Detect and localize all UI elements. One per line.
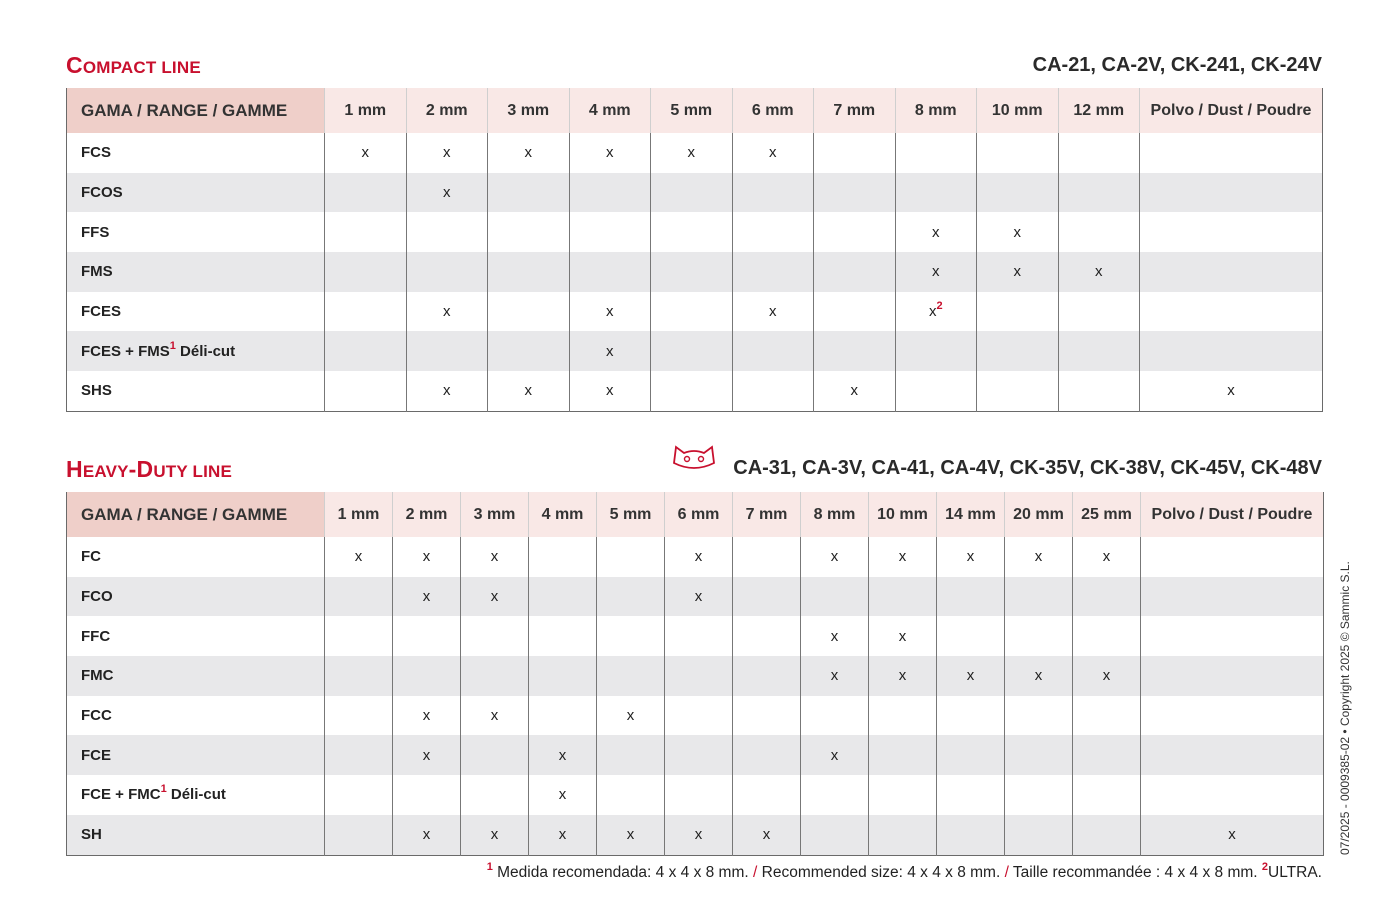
size-column-header: 10 mm [977, 88, 1059, 133]
availability-cell [1058, 133, 1140, 173]
availability-cell [651, 173, 733, 213]
availability-cell [597, 537, 665, 577]
range-name-suffix: Déli-cut [175, 342, 236, 360]
availability-cell [869, 775, 937, 815]
range-name [67, 775, 325, 815]
availability-cell: x [393, 815, 461, 855]
availability-cell [869, 696, 937, 736]
availability-cell [325, 212, 407, 252]
availability-cell [895, 331, 977, 371]
size-column-header: Polvo / Dust / Poudre [1140, 88, 1323, 133]
availability-cell [814, 252, 896, 292]
availability-cell: x [393, 537, 461, 577]
range-name [67, 696, 325, 736]
availability-cell [977, 371, 1059, 411]
availability-cell [569, 252, 651, 292]
availability-cell [732, 371, 814, 411]
availability-cell: x [393, 577, 461, 617]
availability-cell [869, 815, 937, 855]
availability-cell [406, 331, 488, 371]
availability-cell [733, 537, 801, 577]
range-name-suffix: Déli-cut [166, 786, 226, 804]
availability-cell [1140, 173, 1323, 213]
range-name [67, 577, 325, 617]
availability-cell [569, 173, 651, 213]
availability-cell: x [937, 656, 1005, 696]
footnote-spanish: Medida recomendada: 4 x 4 x 8 mm. [497, 864, 749, 881]
availability-cell: x [1073, 656, 1141, 696]
availability-cell [937, 616, 1005, 656]
availability-cell [488, 292, 570, 332]
availability-cell [325, 252, 407, 292]
availability-cell: x [325, 133, 407, 173]
range-name [67, 537, 325, 577]
availability-cell [1073, 696, 1141, 736]
availability-cell [597, 616, 665, 656]
availability-cell [1073, 775, 1141, 815]
availability-cell: x [869, 656, 937, 696]
availability-cell [1140, 212, 1323, 252]
availability-cell [325, 616, 393, 656]
availability-cell [1058, 371, 1140, 411]
size-column-header: 7 mm [814, 88, 896, 133]
availability-cell [732, 252, 814, 292]
footnote-english: Recommended size: 4 x 4 x 8 mm. [761, 864, 1001, 881]
availability-cell [937, 815, 1005, 855]
availability-cell [1140, 133, 1323, 173]
availability-cell [801, 775, 869, 815]
availability-cell [461, 775, 529, 815]
table-row [67, 815, 1324, 855]
range-name-text: FCES [81, 303, 122, 321]
availability-cell: x [529, 775, 597, 815]
footnote-french: Taille recommandée : 4 x 4 x 8 mm. [1012, 864, 1258, 881]
table-row [67, 371, 1323, 411]
availability-cell [325, 577, 393, 617]
availability-cell [801, 815, 869, 855]
table-row [67, 331, 1323, 371]
availability-cell: x [597, 696, 665, 736]
availability-cell [597, 735, 665, 775]
range-name-text: FCE + FMC [81, 786, 161, 804]
availability-cell: x [325, 537, 393, 577]
availability-cell [665, 775, 733, 815]
range-name-text: FCOS [81, 184, 123, 202]
availability-cell: x [895, 252, 977, 292]
availability-cell [1073, 577, 1141, 617]
table-row [67, 173, 1323, 213]
heavy-duty-range-table [66, 492, 1324, 856]
availability-cell: x [869, 537, 937, 577]
availability-cell [651, 252, 733, 292]
footnote-ref: 1 [160, 783, 167, 796]
size-column-header: 5 mm [597, 492, 665, 537]
size-column-header: 25 mm [1073, 492, 1141, 537]
availability-cell [461, 656, 529, 696]
availability-cell [325, 656, 393, 696]
availability-cell [488, 331, 570, 371]
availability-cell [895, 371, 977, 411]
availability-cell [406, 252, 488, 292]
availability-cell [488, 173, 570, 213]
availability-cell [325, 815, 393, 855]
availability-cell [1073, 735, 1141, 775]
size-column-header: Polvo / Dust / Poudre [1141, 492, 1324, 537]
availability-cell: x [569, 292, 651, 332]
table-row [67, 696, 1324, 736]
table-row [67, 656, 1324, 696]
availability-cell: x [1005, 656, 1073, 696]
availability-cell: x [529, 815, 597, 855]
availability-cell: x [733, 815, 801, 855]
availability-cell [665, 656, 733, 696]
footnote-marker-2: 2 [1261, 861, 1269, 873]
availability-cell [325, 371, 407, 411]
availability-cell [814, 292, 896, 332]
range-name-text: FCS [81, 144, 111, 162]
availability-cell [1058, 173, 1140, 213]
table-row [67, 775, 1324, 815]
availability-cell [977, 173, 1059, 213]
availability-cell: x [801, 616, 869, 656]
availability-cell: x [406, 173, 488, 213]
availability-cell [733, 577, 801, 617]
availability-cell [1058, 331, 1140, 371]
availability-cell: x [801, 537, 869, 577]
availability-cell: x [977, 252, 1059, 292]
footnote-ref: 1 [169, 339, 176, 352]
availability-cell [869, 735, 937, 775]
table-row [67, 735, 1324, 775]
availability-cell [733, 775, 801, 815]
availability-cell [937, 735, 1005, 775]
availability-cell [1005, 815, 1073, 855]
range-name [67, 371, 325, 411]
availability-cell [1073, 616, 1141, 656]
availability-cell [1005, 696, 1073, 736]
range-name [67, 616, 325, 656]
availability-cell [814, 133, 896, 173]
size-column-header: 4 mm [529, 492, 597, 537]
footnote-marker-1: 1 [486, 861, 493, 873]
size-column-header: 1 mm [325, 492, 393, 537]
availability-cell [733, 616, 801, 656]
availability-cell [937, 696, 1005, 736]
availability-cell: x [406, 371, 488, 411]
availability-cell [651, 331, 733, 371]
availability-cell [393, 616, 461, 656]
size-column-header: 5 mm [651, 88, 733, 133]
range-name-text: FCO [81, 588, 113, 606]
availability-cell: x [569, 331, 651, 371]
availability-cell [665, 696, 733, 736]
range-name-text: FCC [81, 707, 112, 725]
availability-cell [461, 616, 529, 656]
availability-cell [488, 252, 570, 292]
range-name [67, 133, 325, 173]
availability-cell [569, 212, 651, 252]
range-name [67, 292, 325, 332]
availability-cell: x [461, 815, 529, 855]
availability-cell: x [461, 696, 529, 736]
availability-cell [665, 616, 733, 656]
compact-models: CA-21, CA-2V, CK-241, CK-24V [1032, 54, 1322, 76]
size-column-header: 4 mm [569, 88, 651, 133]
availability-cell: x [461, 577, 529, 617]
availability-cell: x [406, 292, 488, 332]
availability-cell: x [665, 815, 733, 855]
compact-range-table [66, 88, 1323, 412]
availability-cell [977, 292, 1059, 332]
availability-cell [651, 212, 733, 252]
availability-cell [529, 656, 597, 696]
availability-cell [1141, 735, 1324, 775]
availability-cell [488, 212, 570, 252]
availability-cell [977, 331, 1059, 371]
availability-mark: x [928, 303, 937, 321]
table-row [67, 577, 1324, 617]
heavy-duty-line-title: HEAVY-DUTY LINE [66, 456, 233, 482]
availability-cell [665, 735, 733, 775]
availability-cell [406, 212, 488, 252]
table-row [67, 133, 1323, 173]
availability-cell [814, 173, 896, 213]
availability-cell [937, 775, 1005, 815]
availability-cell [393, 775, 461, 815]
range-name-text: FMS [81, 263, 113, 281]
availability-cell [1141, 537, 1324, 577]
footnote [486, 861, 1322, 882]
availability-cell: x [1073, 537, 1141, 577]
availability-cell [1058, 292, 1140, 332]
availability-cell [869, 577, 937, 617]
size-column-header: 2 mm [406, 88, 488, 133]
availability-cell [895, 133, 977, 173]
availability-cell: x [1140, 371, 1323, 411]
availability-cell: x [814, 371, 896, 411]
availability-cell [733, 735, 801, 775]
size-column-header: 7 mm [733, 492, 801, 537]
availability-cell [1141, 577, 1324, 617]
size-column-header: 10 mm [869, 492, 937, 537]
availability-cell: x [488, 371, 570, 411]
range-name [67, 331, 325, 371]
footnote-separator: / [753, 864, 758, 881]
footnote-separator: / [1004, 864, 1009, 881]
availability-cell [597, 577, 665, 617]
footnote-ultra: ULTRA. [1268, 864, 1322, 881]
availability-cell [732, 173, 814, 213]
range-name-text: FCES + FMS [81, 342, 170, 360]
availability-cell [1005, 577, 1073, 617]
availability-cell [733, 656, 801, 696]
range-name-text: FC [81, 548, 101, 566]
copyright-notice: 07/2025 - 0009385-02 • Copyright 2025 © Sammic S.L. [1338, 561, 1352, 855]
availability-cell [1140, 252, 1323, 292]
availability-cell [801, 577, 869, 617]
availability-cell [393, 656, 461, 696]
availability-cell: x [1058, 252, 1140, 292]
availability-cell [895, 173, 977, 213]
availability-cell [325, 173, 407, 213]
table-row [67, 252, 1323, 292]
availability-cell: x [665, 577, 733, 617]
table-row [67, 616, 1324, 656]
availability-cell [325, 292, 407, 332]
availability-cell [895, 292, 977, 332]
availability-cell: x [488, 133, 570, 173]
availability-cell: x [801, 656, 869, 696]
size-column-header: 8 mm [895, 88, 977, 133]
compact-line-title: COMPACT LINE [66, 52, 201, 78]
availability-cell [325, 775, 393, 815]
availability-cell [1140, 331, 1323, 371]
size-column-header: 6 mm [665, 492, 733, 537]
range-column-header: GAMA / RANGE / GAMME [67, 88, 325, 133]
availability-cell [651, 371, 733, 411]
range-name [67, 735, 325, 775]
availability-cell [529, 616, 597, 656]
cat-mascot-icon [670, 443, 718, 471]
size-column-header: 20 mm [1005, 492, 1073, 537]
size-column-header: 12 mm [1058, 88, 1140, 133]
availability-cell [1140, 292, 1323, 332]
range-name [67, 656, 325, 696]
availability-cell [1141, 616, 1324, 656]
availability-cell: x [393, 735, 461, 775]
availability-cell: x [869, 616, 937, 656]
range-name [67, 252, 325, 292]
range-name [67, 212, 325, 252]
range-name [67, 173, 325, 213]
size-column-header: 8 mm [801, 492, 869, 537]
availability-cell [529, 537, 597, 577]
availability-cell [529, 696, 597, 736]
heavy-duty-models: CA-31, CA-3V, CA-41, CA-4V, CK-35V, CK-38V, CK-45V, CK-48V [733, 457, 1322, 479]
availability-cell [325, 696, 393, 736]
availability-cell [651, 292, 733, 332]
availability-cell [733, 696, 801, 736]
availability-cell [1005, 735, 1073, 775]
availability-cell: x [393, 696, 461, 736]
availability-cell: x [801, 735, 869, 775]
availability-cell: x [665, 537, 733, 577]
range-name-text: FFC [81, 627, 111, 645]
availability-cell: x [406, 133, 488, 173]
table-row [67, 292, 1323, 332]
availability-cell [461, 735, 529, 775]
availability-cell: x [461, 537, 529, 577]
availability-cell: x [651, 133, 733, 173]
availability-cell [597, 775, 665, 815]
availability-cell: x [569, 133, 651, 173]
availability-cell [529, 577, 597, 617]
availability-cell [732, 331, 814, 371]
range-name [67, 815, 325, 855]
range-name-text: SH [81, 826, 102, 844]
availability-cell: x [1141, 815, 1324, 855]
size-column-header: 2 mm [393, 492, 461, 537]
availability-cell [937, 577, 1005, 617]
size-column-header: 3 mm [461, 492, 529, 537]
availability-cell: x [732, 292, 814, 332]
availability-cell [1141, 696, 1324, 736]
availability-cell: x [895, 212, 977, 252]
availability-cell [597, 656, 665, 696]
availability-cell: x [977, 212, 1059, 252]
size-column-header: 3 mm [488, 88, 570, 133]
size-column-header: 14 mm [937, 492, 1005, 537]
availability-cell: x [597, 815, 665, 855]
range-column-header: GAMA / RANGE / GAMME [67, 492, 325, 537]
range-name-text: FFS [81, 223, 110, 241]
range-name-text: FCE [81, 746, 111, 764]
availability-cell [1058, 212, 1140, 252]
availability-cell: x [1005, 537, 1073, 577]
table-row [67, 212, 1323, 252]
availability-cell [801, 696, 869, 736]
availability-cell: x [732, 133, 814, 173]
availability-cell [325, 735, 393, 775]
availability-cell [1073, 815, 1141, 855]
availability-cell [814, 331, 896, 371]
availability-cell [814, 212, 896, 252]
availability-cell [325, 331, 407, 371]
availability-cell: x [937, 537, 1005, 577]
range-name-text: SHS [81, 382, 112, 400]
availability-cell [1141, 775, 1324, 815]
range-name-text: FMC [81, 667, 114, 685]
availability-cell [977, 133, 1059, 173]
size-column-header: 6 mm [732, 88, 814, 133]
availability-cell [732, 212, 814, 252]
availability-cell [1141, 656, 1324, 696]
footnote-ref: 2 [936, 300, 943, 313]
availability-cell: x [529, 735, 597, 775]
availability-cell: x [569, 371, 651, 411]
availability-cell [1005, 616, 1073, 656]
size-column-header: 1 mm [325, 88, 407, 133]
table-row [67, 537, 1324, 577]
availability-cell [1005, 775, 1073, 815]
